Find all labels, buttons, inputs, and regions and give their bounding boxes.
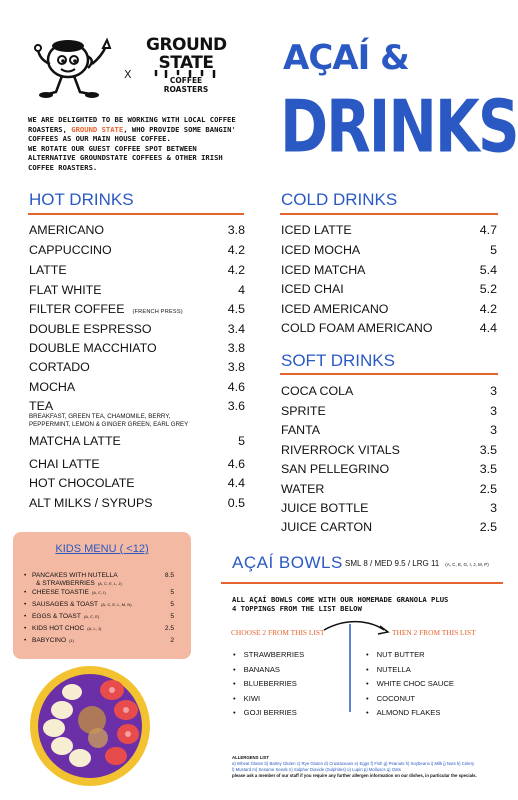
menu-item-price: 4.5: [227, 302, 245, 316]
menu-item-name: DOUBLE MACCHIATO: [29, 341, 157, 355]
menu-item-price: 3.8: [227, 223, 245, 237]
menu-item-row: [29, 399, 245, 413]
menu-item-price: 4.2: [227, 243, 245, 257]
menu-item-row: [281, 462, 497, 476]
menu-item-row: [29, 243, 245, 257]
topping-item: • KIWI: [233, 694, 260, 703]
menu-item-row: [281, 384, 497, 398]
kids-item-name: SAUSAGES & TOAST (A, C, E, L, M, N): [32, 601, 132, 608]
menu-item-name: MOCHA: [29, 380, 76, 394]
menu-item-name: MATCHA LATTE: [29, 434, 121, 448]
menu-item-price: 2.5: [479, 520, 497, 534]
menu-item-price: 3.5: [479, 462, 497, 476]
menu-item-row: [281, 263, 497, 277]
menu-item-name: DOUBLE ESPRESSO: [29, 322, 152, 336]
menu-item-name: CORTADO: [29, 360, 90, 374]
topping-item: • GOJI BERRIES: [233, 708, 297, 717]
soft-drinks-title: SOFT DRINKS: [281, 351, 395, 370]
menu-item-row: [281, 423, 497, 437]
kids-item-price: 2: [170, 637, 174, 644]
menu-item-price: 3.6: [227, 399, 245, 413]
logo-word-1: GROUND: [146, 35, 227, 55]
menu-item-name: ICED AMERICANO: [281, 302, 389, 316]
logo-separator: X: [124, 68, 132, 81]
menu-item-row: [29, 380, 245, 394]
logo-sub-1: COFFEE: [169, 76, 203, 85]
topping-item: • COCONUT: [366, 694, 415, 703]
kids-menu-item: [24, 613, 174, 621]
intro-highlight: GROUND STATE: [71, 124, 124, 134]
logo-word-2: STATE: [158, 53, 214, 73]
page-title-big: DRINKS: [280, 84, 518, 169]
kids-item-allergens: (A, C, E, L, M, N): [101, 602, 132, 607]
menu-item-name: HOT CHOCOLATE: [29, 476, 135, 490]
hot-drinks-title: HOT DRINKS: [29, 190, 134, 209]
kids-item-allergens: (A, C, I): [91, 590, 106, 595]
menu-item-name: AMERICANO: [29, 223, 105, 237]
cold-drinks-title: COLD DRINKS: [281, 190, 398, 209]
menu-item-name: CHAI LATTE: [29, 457, 100, 471]
kids-menu-item: [24, 572, 174, 587]
menu-item-name: SAN PELLEGRINO: [281, 462, 390, 476]
menu-item-name: ALT MILKS / SYRUPS: [29, 496, 153, 510]
topping-item: • BANANAS: [233, 665, 280, 674]
menu-item-row: [281, 501, 497, 515]
allergens-list: ALLERGENS LIST a) Wheat Gluten b) Barley Gluten c) Rye Gluten d) Crustaceans e) Eggs f) Fish g) Peanuts h) Soybeans i) Milk j) Nuts k) Celery l) Mustard m) Sesame Seeds n) Sulphur Dioxide (Sulphites) o) Lupin p) Molluscs q) Oats please ask a member of our staff if you require any further allergen information on our dishes, in particular the specials.: [232, 755, 477, 778]
menu-item-row: [29, 360, 245, 374]
menu-item-price: 4.6: [227, 457, 245, 471]
choose-left-label: CHOOSE 2 FROM THIS LIST: [231, 628, 325, 637]
topping-item: • NUTELLA: [366, 665, 411, 674]
menu-item-price: 3.4: [227, 322, 245, 336]
menu-item-row: [29, 302, 245, 316]
soft-drinks-rule: [280, 373, 498, 375]
menu-item-price: 3: [490, 404, 497, 418]
kids-menu-title: KIDS MENU ( <12): [55, 543, 149, 555]
menu-item-name: COLD FOAM AMERICANO: [281, 321, 433, 335]
kids-menu-item: [24, 601, 174, 609]
menu-item-row: [29, 496, 245, 510]
choose-right-label: THEN 2 FROM THIS LIST: [392, 628, 476, 637]
menu-item-price: 0.5: [227, 496, 245, 510]
bullet-icon: •: [24, 601, 27, 608]
menu-item-row: [29, 476, 245, 490]
menu-item-row: [281, 404, 497, 418]
kids-item-name: EGGS & TOAST (A, C, E): [32, 613, 100, 620]
topping-item: • BLUEBERRIES: [233, 679, 297, 688]
topping-item: • NUT BUTTER: [366, 650, 425, 659]
menu-item-price: 3.8: [227, 360, 245, 374]
kids-menu-item: [24, 589, 174, 597]
logo-sub-2: ROASTERS: [163, 85, 209, 94]
menu-item-name: CAPPUCCINO: [29, 243, 112, 257]
topping-item: • STRAWBERRIES: [233, 650, 304, 659]
menu-item-name: COCA COLA: [281, 384, 354, 398]
menu-item-name: FANTA: [281, 423, 321, 437]
logo-drips: [152, 70, 220, 78]
menu-item-row: [29, 322, 245, 336]
menu-item-name: TEA: [29, 399, 54, 413]
kids-item-name: PANCAKES WITH NUTELLA & STRAWBERRIES (A, C, E, L, J): [32, 572, 122, 587]
menu-item-price: 4.6: [227, 380, 245, 394]
menu-item-row: [29, 434, 245, 448]
menu-item-price: 4.4: [227, 476, 245, 490]
menu-item-price: 5.4: [479, 263, 497, 277]
menu-item-row: [281, 302, 497, 316]
cold-drinks-rule: [280, 213, 498, 215]
menu-item-row: [281, 482, 497, 496]
menu-item-row: [281, 223, 497, 237]
menu-item-name: LATTE: [29, 263, 67, 277]
kids-item-name: BABYCINO (1): [32, 637, 74, 644]
tea-description: BREAKFAST, GREEN TEA, CHAMOMILE, BERRY, PEPPERMINT, LEMON & GINGER GREEN, EARL GREY: [29, 413, 189, 428]
kids-item-price: 2.5: [164, 625, 174, 632]
kids-item-price: 5: [170, 613, 174, 620]
kids-item-allergens: (A, C, E): [83, 614, 100, 619]
menu-item-row: [281, 243, 497, 257]
menu-item-price: 2.5: [479, 482, 497, 496]
menu-item-row: [29, 223, 245, 237]
topping-item: • WHITE CHOC SAUCE: [366, 679, 454, 688]
kids-item-allergens: (A, L, J): [87, 626, 102, 631]
intro-text: WE ARE DELIGHTED TO BE WORKING WITH LOCAL COFFEE ROASTERS, GROUND STATE, WHO PROVIDE SOME BANGIN' COFFEES AS OUR MAIN HOUSE COFFEE. WE ROTATE OUR GUEST COFFEE SPOT BETWEEN ALTERNATIVE GROUNDSTATE COFFEES & OTHER IRISH COFFEE ROASTERS.: [28, 115, 236, 172]
bullet-icon: •: [24, 613, 27, 620]
bullet-icon: •: [24, 637, 27, 644]
kids-item-name: KIDS HOT CHOC (A, L, J): [32, 625, 102, 632]
menu-item-price: 4: [238, 283, 245, 297]
menu-item-price: 5: [238, 434, 245, 448]
kids-item-price: 5: [170, 589, 174, 596]
kids-menu-item: [24, 625, 174, 633]
menu-item-row: [281, 520, 497, 534]
menu-item-note: (FRENCH PRESS): [132, 309, 183, 315]
menu-item-row: [281, 443, 497, 457]
kids-menu-item: [24, 637, 174, 645]
ground-state-logo: [146, 30, 226, 102]
menu-item-name: FILTER COFFEE (FRENCH PRESS): [29, 302, 183, 316]
bullet-icon: •: [24, 589, 27, 596]
menu-item-price: 5: [490, 243, 497, 257]
menu-item-price: 4.7: [479, 223, 497, 237]
menu-item-row: [29, 263, 245, 277]
menu-item-row: [29, 457, 245, 471]
menu-item-price: 4.2: [227, 263, 245, 277]
bullet-icon: •: [24, 625, 27, 632]
menu-item-row: [281, 321, 497, 335]
kids-item-name: CHEESE TOASTIE (A, C, I): [32, 589, 106, 596]
menu-item-row: [29, 341, 245, 355]
menu-item-name: JUICE BOTTLE: [281, 501, 369, 515]
menu-item-price: 3.8: [227, 341, 245, 355]
acai-bowls-sizes: SML 8 / MED 9.5 / LRG 11 (A, C, E, G, I, J, M, P): [345, 559, 489, 568]
menu-item-name: WATER: [281, 482, 325, 496]
menu-item-row: [29, 283, 245, 297]
menu-item-name: RIVERROCK VITALS: [281, 443, 400, 457]
menu-item-name: SPRITE: [281, 404, 326, 418]
menu-item-name: ICED LATTE: [281, 223, 352, 237]
menu-item-row: [281, 282, 497, 296]
menu-item-price: 3: [490, 423, 497, 437]
menu-item-price: 3.5: [479, 443, 497, 457]
topping-item: • ALMOND FLAKES: [366, 708, 440, 717]
page-title-small: AÇAÍ &: [283, 38, 409, 78]
kids-item-price: 5: [170, 601, 174, 608]
menu-item-name: ICED CHAI: [281, 282, 344, 296]
kids-item-allergens: (1): [69, 638, 74, 643]
menu-item-price: 3: [490, 501, 497, 515]
acai-bowl-illustration: [28, 664, 152, 788]
acai-bowls-title: AÇAÍ BOWLS: [232, 553, 343, 572]
hot-drinks-rule: [28, 213, 244, 215]
menu-item-price: 4.4: [479, 321, 497, 335]
acai-intro: ALL AÇAÍ BOWLS COME WITH OUR HOMEMADE GRANOLA PLUS 4 TOPPINGS FROM THE LIST BELOW: [232, 595, 449, 614]
kids-item-price: 8.5: [164, 572, 174, 579]
menu-item-price: 4.2: [479, 302, 497, 316]
menu-item-name: FLAT WHITE: [29, 283, 102, 297]
menu-item-price: 3: [490, 384, 497, 398]
menu-item-price: 5.2: [479, 282, 497, 296]
menu-item-name: ICED MOCHA: [281, 243, 361, 257]
bullet-icon: •: [24, 572, 27, 579]
coffee-mascot-icon: [34, 30, 116, 102]
kids-item-allergens: (A, C, E, L, J): [97, 580, 122, 586]
menu-item-name: ICED MATCHA: [281, 263, 366, 277]
acai-rule: [221, 582, 503, 584]
menu-item-name: JUICE CARTON: [281, 520, 373, 534]
